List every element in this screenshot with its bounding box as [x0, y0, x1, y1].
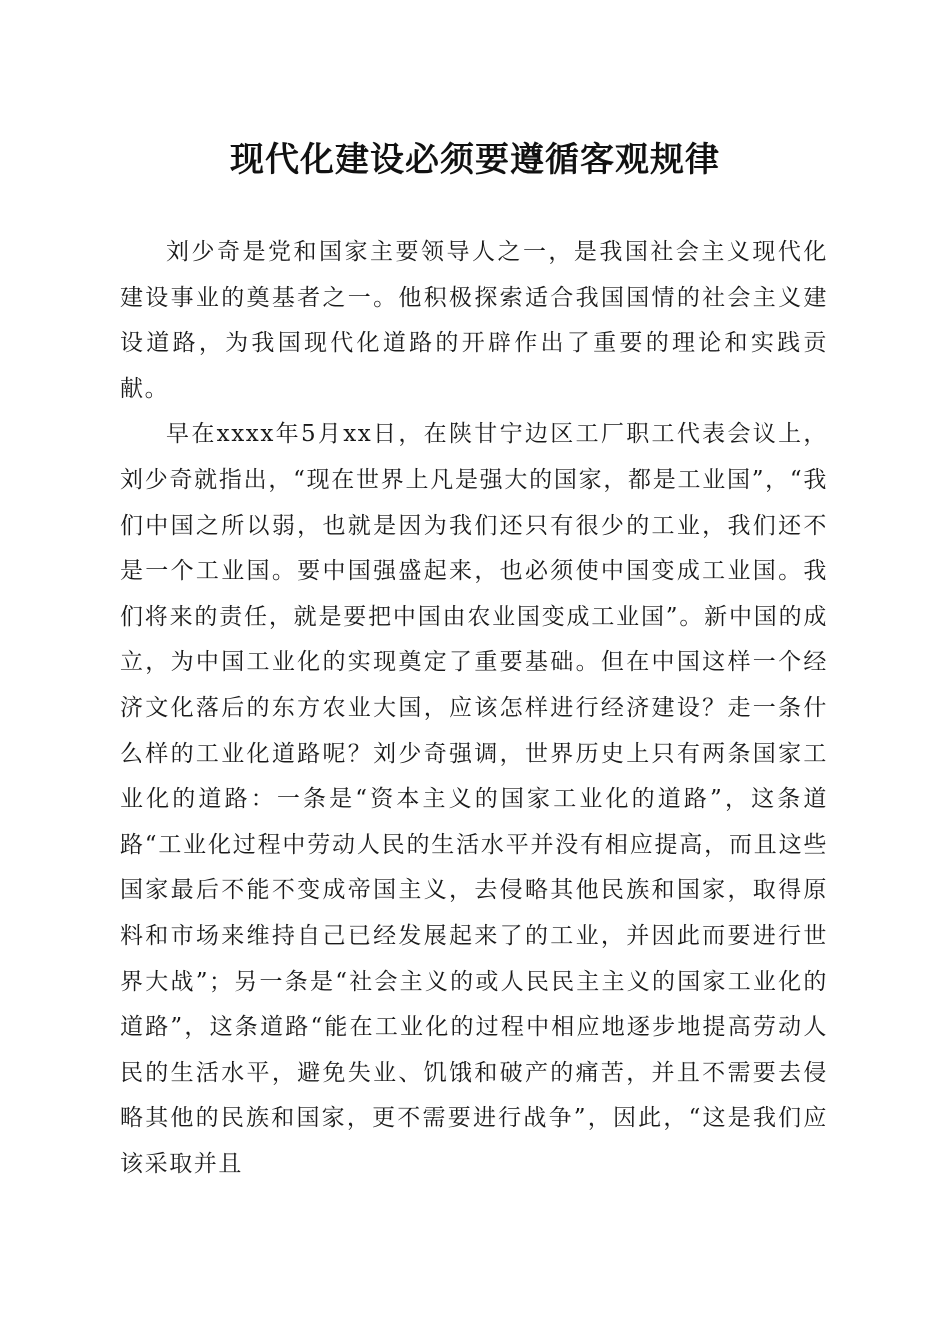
paragraph-1: 刘少奇是党和国家主要领导人之一，是我国社会主义现代化建设事业的奠基者之一。他积极探索适合我国国情的社会主义建设道路，为我国现代化道路的开辟作出了重要的理论和实践贡献。: [120, 239, 828, 402]
document-title: 现代化建设必须要遵循客观规律: [230, 140, 720, 180]
paragraph-2: 早在xxxx年5月xx日，在陕甘宁边区工厂职工代表会议上，刘少奇就指出，“现在世界上凡是强大的国家，都是工业国”，“我们中国之所以弱，也就是因为我们还只有很少的工业，我们还不是一个工业国。要中国强盛起来，也必须使中国变成工业国。我们将来的责任，就是要把中国由农业国变成工业国”。新中国的成立，为中国工业化的实现奠定了重要基础。但在中国这样一个经济文化落后的东方农业大国，应该怎样进行经济建设？走一条什么样的工业化道路呢？刘少奇强调，世界历史上只有两条国家工业化的道路：一条是“资本主义的国家工业化的道路”，这条道路“工业化过程中劳动人民的生活水平并没有相应提高，而且这些国家最后不能不变成帝国主义，去侵略其他民族和国家，取得原料和市场来维持自己已经发展起来了的工业，并因此而要进行世界大战”；另一条是“社会主义的或人民民主主义的国家工业化的道路”，这条道路“能在工业化的过程中相应地逐步地提高劳动人民的生活水平，避免失业、饥饿和破产的痛苦，并且不需要去侵略其他的民族和国家，更不需要进行战争”，因此，“这是我们应该采取并且: [120, 421, 828, 1177]
document-body: [120, 230, 828, 1187]
